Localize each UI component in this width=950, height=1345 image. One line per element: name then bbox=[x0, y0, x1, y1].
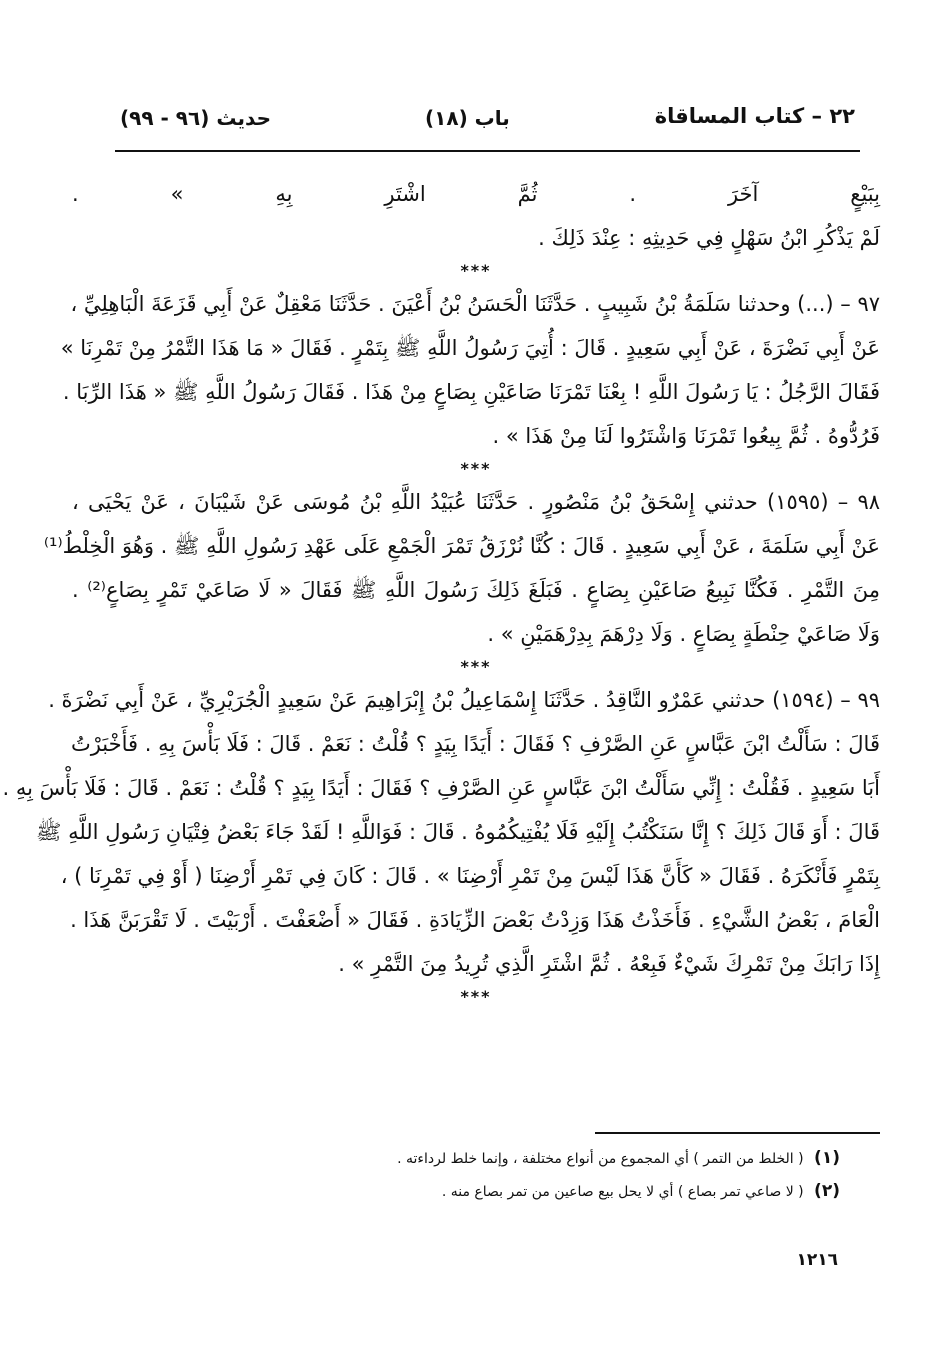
text-line: قَالَ : سَأَلْتُ ابْنَ عَبَّاسٍ عَنِ الصَّرْفِ ؟ فَقَالَ : أَيَدًا بِيَدٍ ؟ قُلْتُ : نَعَمْ . قَالَ : فَلَا بَأْسَ بِهِ . فَأَخْبَرْتُ bbox=[70, 732, 880, 756]
footnote-mark: (٢) bbox=[814, 1181, 840, 1201]
header-book-title: ٢٢ – كتاب المساقاة bbox=[654, 104, 855, 128]
running-header bbox=[120, 104, 855, 144]
page-number: ١٢١٦ bbox=[796, 1250, 838, 1270]
hadith-98 bbox=[43, 480, 880, 656]
text-line: إِذَا رَابَكَ مِنْ تَمْرِكَ شَيْءٌ فَبِعْهُ . ثُمَّ اشْتَرِ الَّذِي تُرِيدُ مِنَ التَّمْرِ » . bbox=[338, 952, 880, 976]
footnote-1 bbox=[280, 1142, 840, 1175]
text-line: عَنْ أَبِي سَلَمَةَ ، عَنْ أَبِي سَعِيدٍ . قَالَ : كُنَّا نُرْزَقُ تَمْرَ الْجَمْعِ عَلَى عَهْدِ رَسُولِ اللَّهِ ﷺ . وَهُوَ الْخِلْطُ⁽¹⁾ bbox=[43, 534, 880, 558]
text-line: فَرُدُّوهُ . ثُمَّ بِيعُوا تَمْرَنَا وَاشْتَرُوا لَنَا مِنْ هَذَا » . bbox=[492, 424, 880, 448]
header-hadith-range: (٩٦ - ٩٩) حديث bbox=[120, 106, 271, 130]
footnote-rule bbox=[595, 1132, 880, 1134]
text-line: ٩٩ – (١٥٩٤) حدثني عَمْرٌو النَّاقِدُ . حَدَّثَنَا إِسْمَاعِيلُ بْنُ إِبْرَاهِيمَ عَنْ سَعِيدٍ الْجُرَيْرِيِّ ، عَنْ أَبِي نَضْرَةَ . bbox=[48, 688, 880, 712]
footnote-mark: (١) bbox=[814, 1148, 840, 1168]
footnote-2 bbox=[280, 1175, 840, 1208]
section-separator: *** bbox=[460, 657, 492, 676]
hadith-99 bbox=[2, 678, 880, 986]
text-line: عَنْ أَبِي نَضْرَةَ ، عَنْ أَبِي سَعِيدٍ . قَالَ : أُتِيَ رَسُولُ اللَّهِ ﷺ بِتَمْرٍ . فَقَالَ « مَا هَذَا التَّمْرُ مِنْ تَمْرِنَا » bbox=[60, 336, 880, 360]
text-line: الْعَامَ ، بَعْضُ الشَّيْءِ . فَأَخَذْتُ هَذَا وَزِدْتُ بَعْضَ الزِّيَادَةِ . فَقَالَ « أَضْعَفْتَ . أَرْبَيْتَ . لَا تَقْرَبَنَّ هَذَا . bbox=[70, 908, 880, 932]
text-line: ٩٨ – (١٥٩٥) حدثني إِسْحَقُ بْنُ مَنْصُورٍ . حَدَّثَنَا عُبَيْدُ اللَّهِ بْنُ مُوسَى عَنْ شَيْبَانَ ، عَنْ يَحْيَى ، bbox=[72, 490, 880, 514]
header-chapter: (١٨) باب bbox=[425, 106, 510, 130]
section-separator: *** bbox=[460, 987, 492, 1006]
section-separator: *** bbox=[460, 261, 492, 280]
text-line: قَالَ : أَوَ قَالَ ذَلِكَ ؟ إِنَّا سَنَكْتُبُ إِلَيْهِ فَلَا يُفْتِيكُمُوهُ . قَالَ : فَوَاللَّهِ ! لَقَدْ جَاءَ بَعْضُ فِتْيَانِ رَسُولِ اللَّهِ ﷺ bbox=[36, 820, 880, 844]
header-rule bbox=[115, 150, 860, 152]
text-line: بِتَمْرٍ فَأَنْكَرَهُ . فَقَالَ « كَأَنَّ هَذَا لَيْسَ مِنْ تَمْرِ أَرْضِنَا » . قَالَ : كَانَ فِي تَمْرِ أَرْضِنَا ( أَوْ فِي تَمْرِنَا ) ، bbox=[60, 864, 880, 888]
text-line: فَقَالَ الرَّجُلُ : يَا رَسُولَ اللَّهِ ! بِعْنَا تَمْرَنَا صَاعَيْنِ بِصَاعٍ مِنْ هَذَا . فَقَالَ رَسُولُ اللَّهِ ﷺ « هَذَا الرِّبَا . bbox=[62, 380, 880, 404]
hadith-97 bbox=[60, 282, 880, 458]
text-line: ٩٧ – (...) وحدثنا سَلَمَةُ بْنُ شَبِيبٍ . حَدَّثَنَا الْحَسَنُ بْنُ أَعْيَنَ . حَدَّثَنَا مَعْقِلٌ عَنْ أَبِي قَزَعَةَ الْبَاهِلِيِّ ، bbox=[70, 292, 880, 316]
text-line: بِبَيْعٍ آخَرَ . ثُمَّ اشْتَرِ بِهِ » . bbox=[72, 182, 880, 206]
footnotes bbox=[280, 1142, 840, 1208]
footnote-text: ( الخلط من التمر ) أي المجموع من أنواع مختلفة ، وإنما خلط لرداءته . bbox=[397, 1151, 804, 1167]
text-line: وَلَا صَاعَيْ حِنْطَةٍ بِصَاعٍ . وَلَا دِرْهَمَ بِدِرْهَمَيْنِ » . bbox=[487, 622, 880, 646]
text-line: مِنَ التَّمْرِ . فَكُنَّا نَبِيعُ صَاعَيْنِ بِصَاعٍ . فَبَلَغَ ذَلِكَ رَسُولَ اللَّهِ ﷺ فَقَالَ « لَا صَاعَيْ تَمْرٍ بِصَاعٍ⁽²⁾ . bbox=[72, 578, 880, 602]
main-text bbox=[2, 172, 880, 1008]
section-separator: *** bbox=[460, 459, 492, 478]
footnote-text: ( لا صاعي تمر بصاع ) أي لا يحل بيع صاعين من تمر بصاع منه . bbox=[441, 1184, 804, 1200]
text-line: أَبَا سَعِيدٍ . فَقُلْتُ : إِنِّي سَأَلْتُ ابْنَ عَبَّاسٍ عَنِ الصَّرْفِ ؟ فَقَالَ : أَيَدًا بِيَدٍ ؟ قُلْتُ : نَعَمْ . قَالَ : فَلَا بَأْسَ بِهِ . bbox=[2, 776, 880, 800]
text-line: لَمْ يَذْكُرِ ابْنُ سَهْلٍ فِي حَدِيثِهِ : عِنْدَ ذَلِكَ . bbox=[538, 226, 880, 250]
